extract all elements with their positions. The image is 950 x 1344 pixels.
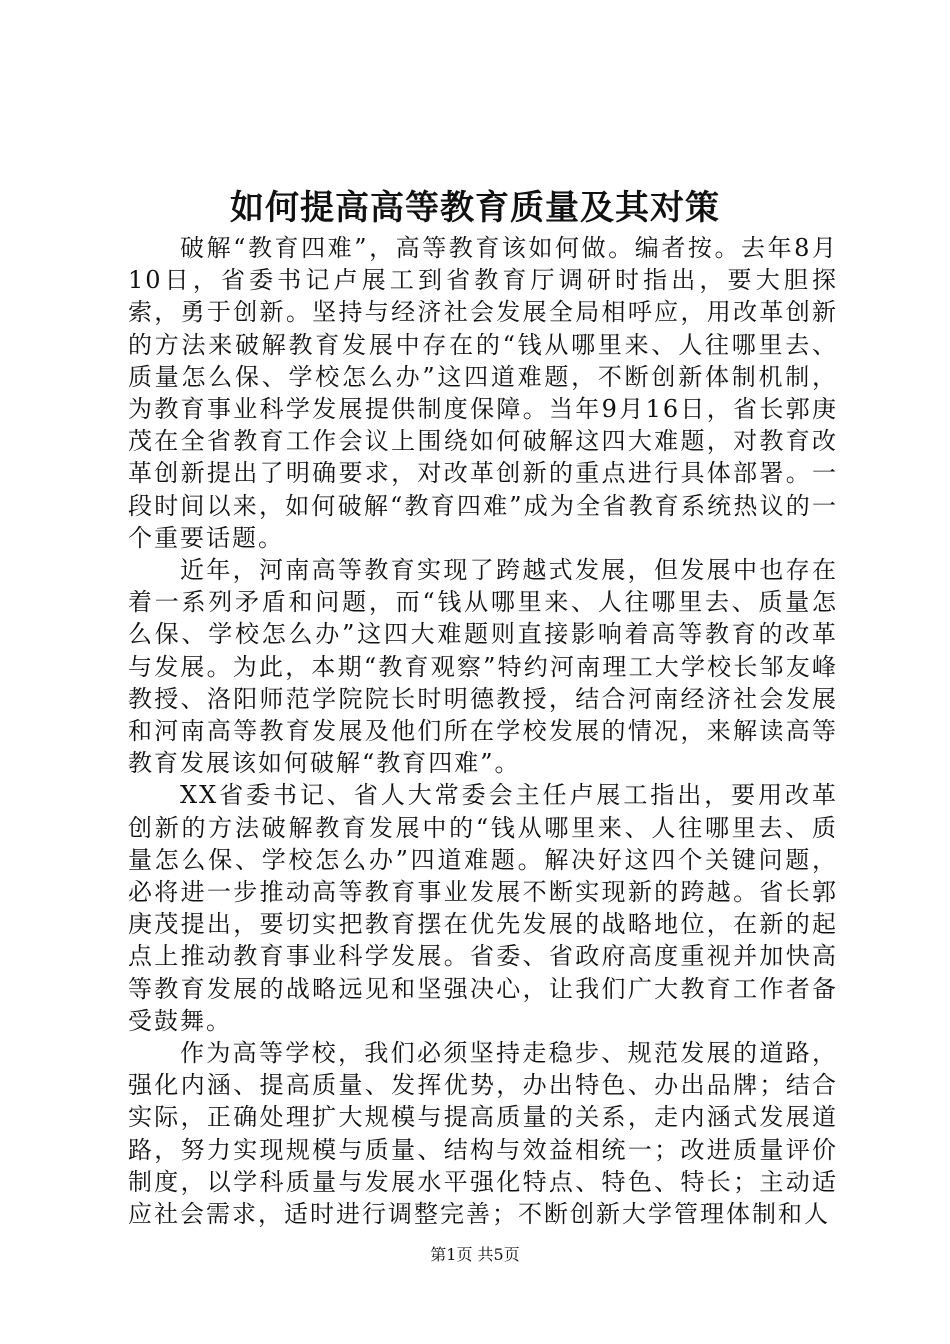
page-footer: 第1页 共5页	[430, 1245, 520, 1264]
paragraph-2: 近年，河南高等教育实现了跨越式发展，但发展中也存在着一系列矛盾和问题，而“钱从哪里来、人往哪里去、质量怎么保、学校怎么办”这四大难题则直接影响着高等教育的改革与发展。为此，本期“教育观察”特约河南理工大学校长邹友峰教授、洛阳师范学院院长时明德教授，结合河南经济社会发展和河南高等教育发展及他们所在学校发展的情况，来解读高等教育发展该如何破解“教育四难”。	[128, 556, 838, 778]
document-title: 如何提高高等教育质量及其对策	[230, 188, 720, 228]
document-body	[128, 232, 838, 1230]
paragraph-3: XX省委书记、省人大常委会主任卢展工指出，要用改革创新的方法破解教育发展中的“钱从哪里来、人往哪里去、质量怎么保、学校怎么办”四道难题。解决好这四个关键问题，必将进一步推动高等教育事业发展不断实现新的跨越。省长郭庚茂提出，要切实把教育摆在优先发展的战略地位，在新的起点上推动教育事业科学发展。省委、省政府高度重视并加快高等教育发展的战略远见和坚强决心，让我们广大教育工作者备受鼓舞。	[128, 781, 838, 1035]
paragraph-1: 破解“教育四难”，高等教育该如何做。编者按。去年8月10日，省委书记卢展工到省教育厅调研时指出，要大胆探索，勇于创新。坚持与经济社会发展全局相呼应，用改革创新的方法来破解教育发展中存在的“钱从哪里来、人往哪里去、质量怎么保、学校怎么办”这四道难题，不断创新体制机制，为教育事业科学发展提供制度保障。当年9月16日，省长郭庚茂在全省教育工作会议上围绕如何破解这四大难题，对教育改革创新提出了明确要求，对改革创新的重点进行具体部署。一段时间以来，如何破解“教育四难”成为全省教育系统热议的一个重要话题。	[128, 234, 838, 552]
paragraph-4: 作为高等学校，我们必须坚持走稳步、规范发展的道路，强化内涵、提高质量、发挥优势，办出特色、办出品牌；结合实际，正确处理扩大规模与提高质量的关系，走内涵式发展道路，努力实现规模与质量、结构与效益相统一；改进质量评价制度，以学科质量与发展水平强化特点、特色、特长；主动适应社会需求，适时进行调整完善；不断创新大学管理体制和人	[128, 1039, 838, 1229]
